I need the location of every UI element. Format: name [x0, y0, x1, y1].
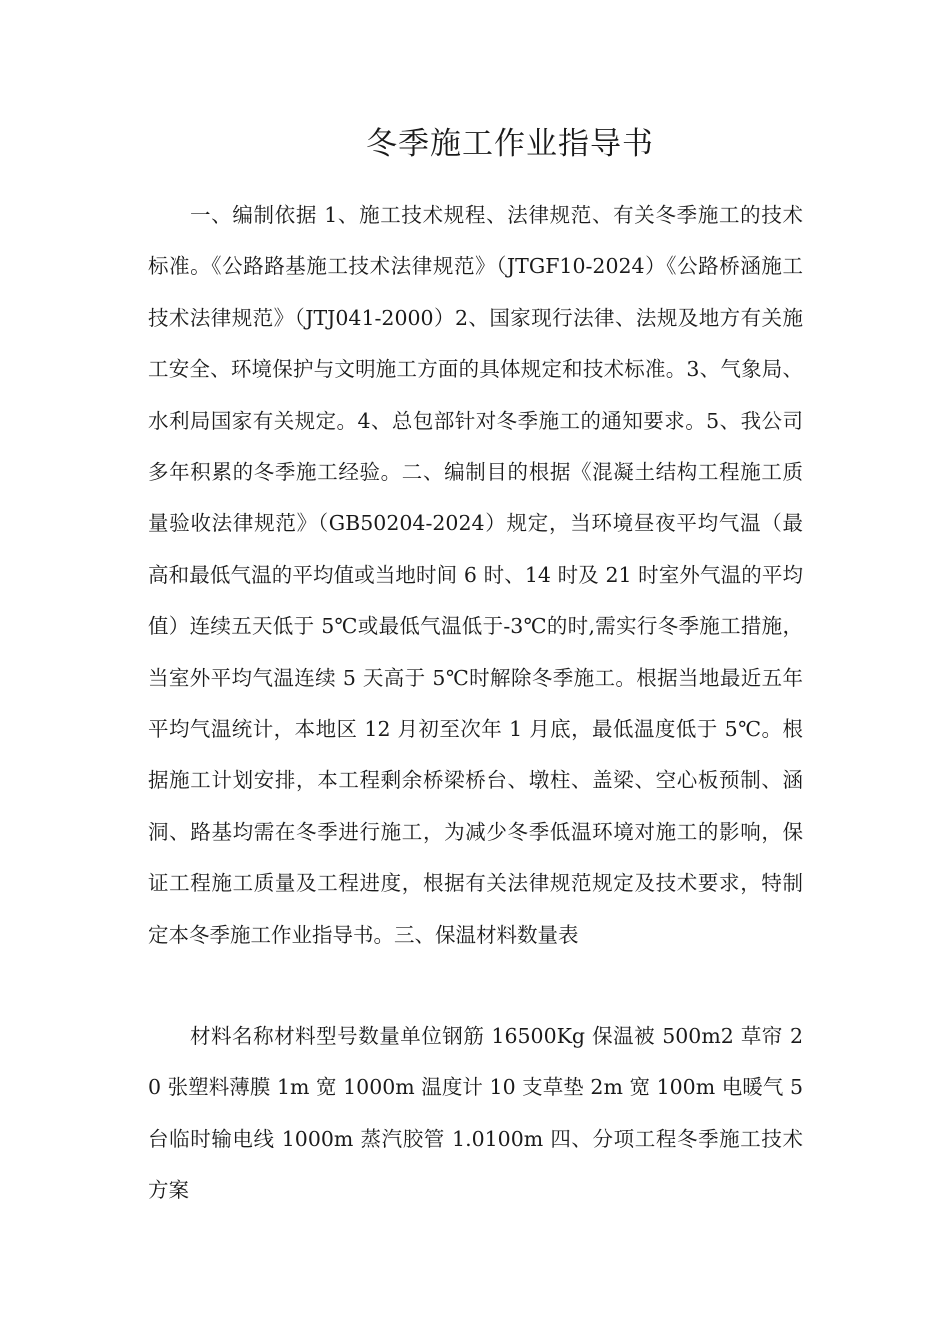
document-title: 冬季施工作业指导书 — [366, 126, 654, 162]
body-paragraph-basis-purpose: 一、编制依据 1、施工技术规程、法律规范、有关冬季施工的技术标准。《公路路基施工技术法律规范》（JTGF10-2024）《公路桥涵施工技术法律规范》（JTJ041-2000）2、国家现行法律、法规及地方有关施工安全、环境保护与文明施工方面的具体规定和技术标准。3、气象局、水利局国家有关规定。4、总包部针对冬季施工的通知要求。5、我公司多年积累的冬季施工经验。二、编制目的根据《混凝土结构工程施工质量验收法律规范》（GB50204-2024）规定，当环境昼夜平均气温（最高和最低气温的平均值或当地时间 6 时、14 时及 21 时室外气温的平均值）连续五天低于 5℃或最低气温低于-3℃的时,需实行冬季施工措施，当室外平均气温连续 5 天高于 5℃时解除冬季施工。根据当地最近五年平均气温统计，本地区 12 月初至次年 1 月底，最低温度低于 5℃。根据施工计划安排，本工程剩余桥梁桥台、墩柱、盖梁、空心板预制、涵洞、路基均需在冬季进行施工，为减少冬季低温环境对施工的影响，保证工程施工质量及工程进度，根据有关法律规范规定及技术要求，特制定本冬季施工作业指导书。三、保温材料数量表 — [148, 203, 803, 947]
body-paragraph-materials: 材料名称材料型号数量单位钢筋 16500Kg 保温被 500m2 草帘 20 张塑料薄膜 1m 宽 1000m 温度计 10 支草垫 2m 宽 100m 电暖气 5 台临时输电线 1000m 蒸汽胶管 1.0100m 四、分项工程冬季施工技术方案 — [148, 1024, 803, 1203]
